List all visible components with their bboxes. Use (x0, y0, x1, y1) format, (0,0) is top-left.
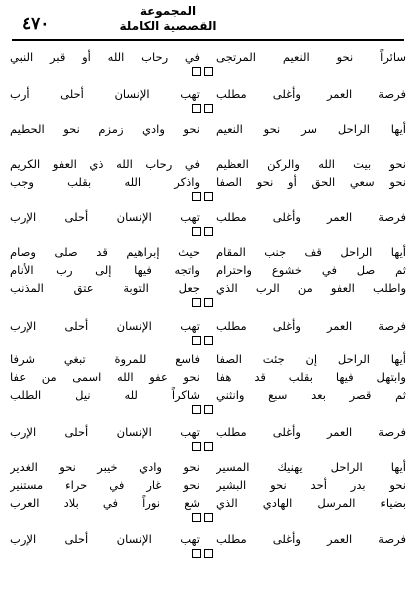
verse-separator-boxes (192, 192, 218, 201)
verse-second-hemistich: نحو وادي خيبر نحو الغدير (10, 460, 200, 474)
verse-second-hemistich: جعل التوبة عتق المذنب (10, 281, 200, 295)
verse-separator-boxes (192, 513, 218, 522)
square-ornament-icon (192, 104, 201, 113)
square-ornament-icon (192, 405, 201, 414)
verse-separator-boxes (192, 442, 218, 451)
verse-first-hemistich: أيها الراحل يهنيك المسير (216, 460, 406, 474)
verse-first-hemistich: ثم صل في خشوع واحترام (216, 263, 406, 277)
verse-first-hemistich: بضياء المرسل الهادي الذي (216, 496, 406, 510)
verse-second-hemistich: حيث إبراهيم قد صلى وصام (10, 245, 200, 259)
square-ornament-icon (192, 67, 201, 76)
verse-second-hemistich: نحو وادي زمزم نحو الحطيم (10, 122, 200, 136)
verse-first-hemistich: فرصة العمر وأغلى مطلب (216, 425, 406, 439)
verse-line (10, 317, 406, 335)
square-ornament-icon (192, 336, 201, 345)
square-ornament-icon (192, 442, 201, 451)
book-title-line-2: القصصية الكاملة (119, 19, 217, 33)
verse-line (10, 155, 406, 173)
verse-first-hemistich: واطلب العفو من الرب الذي (216, 281, 406, 295)
verse-line (10, 530, 406, 548)
square-ornament-icon (204, 549, 213, 558)
verse-line (10, 350, 406, 368)
verse-line (10, 48, 406, 66)
square-ornament-icon (204, 227, 213, 236)
verse-first-hemistich: أيها الراحل إن جئت الصفا (216, 352, 406, 366)
square-ornament-icon (192, 227, 201, 236)
verse-second-hemistich: تهب الإنسان أحلى الإرب (10, 319, 200, 333)
square-ornament-icon (204, 442, 213, 451)
verse-first-hemistich: فرصة العمر وأغلى مطلب (216, 319, 406, 333)
verse-first-hemistich: أيها الراحل قف جنب المقام (216, 245, 406, 259)
verse-separator-boxes (192, 67, 218, 76)
verse-separator-boxes (192, 549, 218, 558)
verse-line (10, 386, 406, 404)
verse-line (10, 243, 406, 261)
verse-first-hemistich: وابتهل فيها بقلب قد هفا (216, 370, 406, 384)
verse-second-hemistich: نحو غار في حراء مستنير (10, 478, 200, 492)
verse-line (10, 368, 406, 386)
verse-second-hemistich: نحو عفو الله اسمى من عفا (10, 370, 200, 384)
square-ornament-icon (192, 298, 201, 307)
square-ornament-icon (204, 104, 213, 113)
verse-line (10, 173, 406, 191)
verse-first-hemistich: سائراً نحو النعيم المرتجى (216, 50, 406, 64)
verse-first-hemistich: ثم قصر بعد سبع وانثني (216, 388, 406, 402)
verse-second-hemistich: تهب الإنسان أحلى الإرب (10, 210, 200, 224)
verse-separator-boxes (192, 298, 218, 307)
verse-separator-boxes (192, 104, 218, 113)
verse-second-hemistich: تهب الإنسان أحلى الإرب (10, 425, 200, 439)
verse-line (10, 279, 406, 297)
square-ornament-icon (204, 513, 213, 522)
verse-line (10, 494, 406, 512)
verse-line (10, 261, 406, 279)
verse-second-hemistich: فاسع للمروة تبغي شرفا (10, 352, 200, 366)
verse-second-hemistich: شع نوراً في بلاد العرب (10, 496, 200, 510)
verse-first-hemistich: فرصة العمر وأغلى مطلب (216, 532, 406, 546)
book-title-line-1: المجموعة (139, 4, 197, 18)
square-ornament-icon (192, 549, 201, 558)
square-ornament-icon (192, 192, 201, 201)
square-ornament-icon (204, 67, 213, 76)
verse-line (10, 423, 406, 441)
verse-line (10, 85, 406, 103)
verse-second-hemistich: في رحاب الله أو قبر النبي (10, 50, 200, 64)
verse-line (10, 120, 406, 138)
verse-second-hemistich: تهب الإنسان أحلى الإرب (10, 532, 200, 546)
verse-separator-boxes (192, 227, 218, 236)
verse-first-hemistich: فرصة العمر وأغلى مطلب (216, 87, 406, 101)
verse-first-hemistich: فرصة العمر وأغلى مطلب (216, 210, 406, 224)
verse-second-hemistich: واتجه فيها إلى رب الأنام (10, 263, 200, 277)
verse-second-hemistich: شاكراً لله نيل الطلب (10, 388, 200, 402)
verse-separator-boxes (192, 336, 218, 345)
verse-separator-boxes (192, 405, 218, 414)
verse-line (10, 476, 406, 494)
page-number: ٤٧٠ (22, 14, 50, 34)
square-ornament-icon (204, 298, 213, 307)
verse-first-hemistich: نحو بدر أحد نحو البشير (216, 478, 406, 492)
verse-second-hemistich: تهب الإنسان أحلى أرب (10, 87, 200, 101)
square-ornament-icon (204, 192, 213, 201)
verse-second-hemistich: واذكر الله بقلب وجب (10, 175, 200, 189)
verse-first-hemistich: نحو سعي الحق أو نحو الصفا (216, 175, 406, 189)
verse-line (10, 208, 406, 226)
verse-second-hemistich: في رحاب الله ذي العفو الكريم (10, 157, 200, 171)
square-ornament-icon (204, 336, 213, 345)
verse-line (10, 458, 406, 476)
square-ornament-icon (204, 405, 213, 414)
square-ornament-icon (192, 513, 201, 522)
verse-first-hemistich: نحو بيت الله والركن العظيم (216, 157, 406, 171)
verse-first-hemistich: أيها الراحل سر نحو النعيم (216, 122, 406, 136)
